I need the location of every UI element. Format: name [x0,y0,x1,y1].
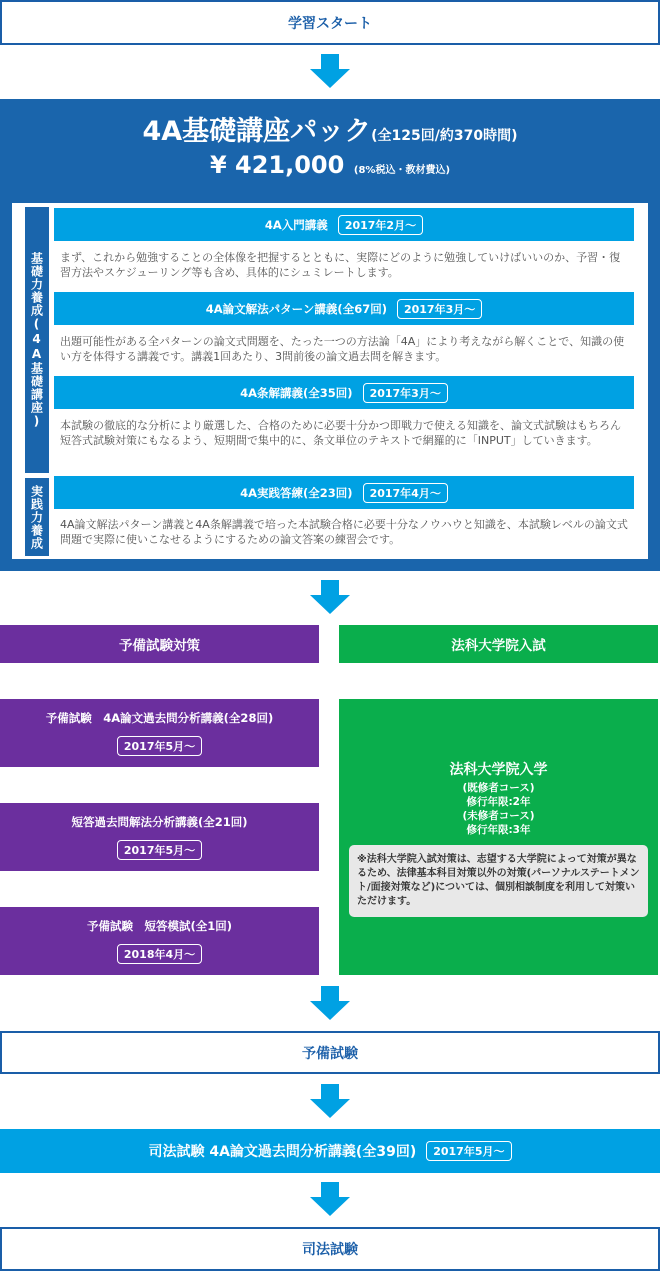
pack-title-row [0,109,660,148]
prelim-card-short-answer [0,803,319,871]
bar-exam-label: 司法試験 [302,1242,358,1258]
bar-exam-course-date-badge: 2017年5月〜 [426,1141,511,1161]
course-date-badge: 2017年4月〜 [363,483,448,503]
course-desc-pattern: 出題可能性がある全パターンの論文式問題を、たった一つの方法論「4A」により考えながら解くことで、知識の使い方を体得する講義です。講義1回あたり、3問前後の論文過去問を解きます。 [60,335,625,363]
tab-basic-skill-label: 基礎力養成(4A基礎講座) [29,251,44,429]
bar-exam-course-bar [0,1129,660,1173]
tab-practical-skill-label: 実践力養成 [29,484,44,550]
course-desc-practice: 4A論文解法パターン講義と4A条解講義で培った本試験合格に必要十分なノウハウと知識を、本試験レベルの論文式問題で実際に使いこなせるようにするための論文答案の練習会です。 [60,518,628,546]
law-school-panel [339,699,658,975]
course-desc-intro: まず、これから勉強することの全体像を把握するとともに、実際にどのように勉強していけばいいのか、予習・復習方法やスケジューリング等も含め、具体的にシュミレートします。 [60,251,621,279]
course-title: 4A入門講義 [264,217,328,232]
course-title: 4A条解講義(全35回) [240,385,353,400]
pack-price-row [0,151,660,179]
course-desc-article: 本試験の徹底的な分析により厳選した、合格のために必要十分かつ即戦力で使える知識を、論文式試験はもちろん短答式試験対策にもなるよう、短期間で集中的に、条文単位のテキストで網羅的に「INPUT」していきます。 [60,419,621,447]
prelim-card-mock [0,907,319,975]
bar-exam-course-title: 司法試験 4A論文過去問分析講義(全39回) [148,1144,417,1160]
law-school-note: ※法科大学院入試対策は、志望する大学院によって対策が異なるため、法律基本科目対策以外の対策(パーソナルステートメント/面接対策など)については、個別相談制度を利用して対策いただけます。 [349,845,648,917]
course-date-badge: 2017年2月〜 [338,215,423,235]
start-box [0,0,660,45]
prelim-exam-box [0,1031,660,1074]
course-bar-pattern [54,292,634,325]
card-date-badge: 2018年4月〜 [117,944,202,964]
pack-title-sub: (全125回/約370時間) [371,128,518,144]
course-line: 修行年限:2年 [466,796,531,808]
arrow-down-icon [310,1182,350,1216]
basic-course-pack [0,99,660,571]
course-date-badge: 2017年3月〜 [397,299,482,319]
course-bar-practice [54,476,634,509]
prelim-card-essay [0,699,319,767]
prelim-exam-label: 予備試験 [302,1045,358,1062]
course-bar-intro [54,208,634,241]
card-date-badge: 2017年5月〜 [117,736,202,756]
card-title: 予備試験 4A論文過去問分析講義(全28回) [45,711,274,725]
prelim-prep-header-label: 予備試験対策 [119,638,200,654]
law-school-header-label: 法科大学院入試 [451,638,546,654]
pack-price: ¥ 421,000 [209,151,345,179]
start-label: 学習スタート [288,15,372,32]
card-title: 短答過去問解法分析講義(全21回) [71,815,248,829]
arrow-down-icon [310,986,350,1020]
course-title: 4A論文解法パターン講義(全67回) [205,301,387,316]
law-school-header [339,625,658,663]
card-date-badge: 2017年5月〜 [117,840,202,860]
arrow-down-icon [310,580,350,614]
prelim-prep-header [0,625,319,663]
course-line: (未修者コース) [462,810,535,822]
law-school-title: 法科大学院入学 [449,762,548,778]
card-title: 予備試験 短答模試(全1回) [86,919,232,933]
pack-title: 4A基礎講座パック [142,116,372,147]
arrow-down-icon [310,54,350,88]
course-line: 修行年限:3年 [466,824,531,836]
course-bar-article [54,376,634,409]
course-title: 4A実践答練(全23回) [240,485,353,500]
arrow-down-icon [310,1084,350,1118]
tab-basic-skill [25,207,49,473]
course-line: (既修者コース) [462,782,535,794]
course-list-panel [12,203,648,559]
law-school-info [339,759,658,837]
tab-practical-skill [25,478,49,556]
bar-exam-box [0,1227,660,1271]
pack-price-note: (8%税込・教材費込) [353,165,451,176]
course-date-badge: 2017年3月〜 [363,383,448,403]
